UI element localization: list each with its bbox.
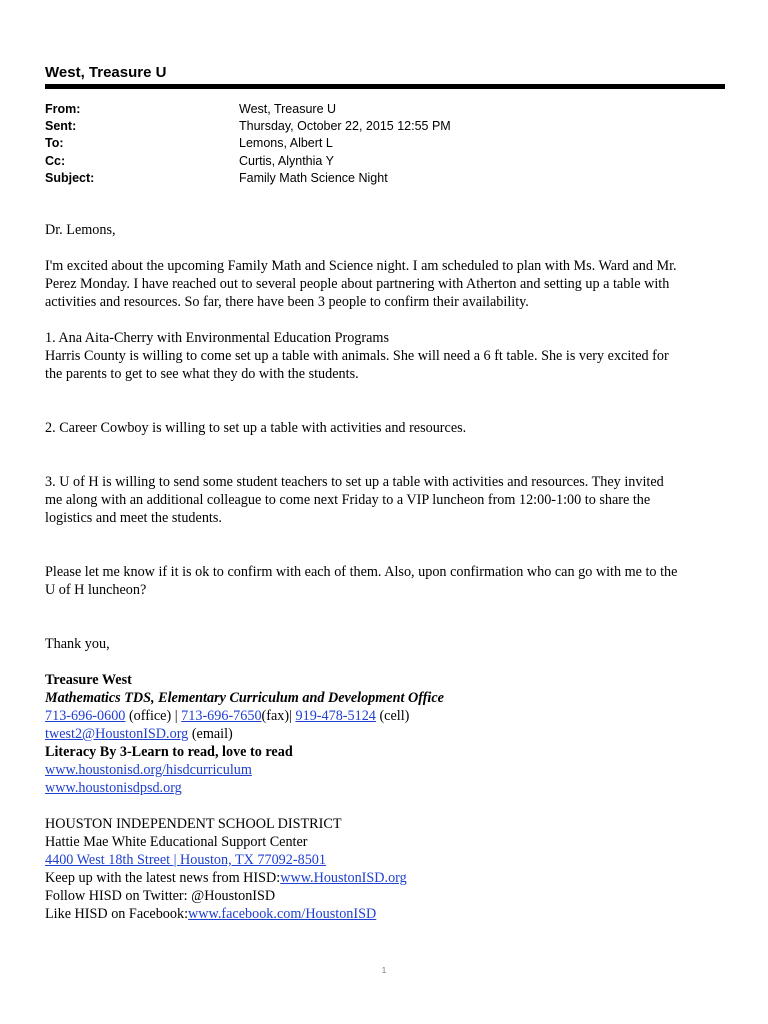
psd-link-row [45, 779, 725, 797]
page-number: 1 [381, 966, 387, 975]
closing-text: Thank you, [45, 636, 110, 652]
psd-link[interactable]: www.houstonisdpsd.org [45, 780, 182, 796]
address-link[interactable]: 4400 West 18th Street | Houston, TX 77092-8501 [45, 852, 326, 868]
request-line: U of H luncheon? [45, 582, 147, 598]
address-row [45, 851, 725, 869]
header-row-to [45, 135, 451, 152]
fax-phone-link[interactable]: 713-696-7650 [181, 708, 262, 724]
news-link[interactable]: www.HoustonISD.org [280, 870, 407, 886]
closing [45, 635, 725, 653]
intro-line: activities and resources. So far, there have been 3 people to confirm their availability. [45, 294, 529, 310]
item-1-paragraph [45, 329, 725, 383]
item-3-line: me along with an additional colleague to come next Friday to a VIP luncheon from 12:00-1:00 to share the [45, 492, 651, 508]
intro-line: I'm excited about the upcoming Family Math and Science night. I am scheduled to plan with Ms. Ward and Mr. [45, 258, 677, 274]
greeting-text: Dr. Lemons, [45, 222, 116, 238]
header-row-from [45, 101, 451, 118]
email-header [45, 101, 451, 187]
subject-label: Subject: [45, 170, 95, 185]
cc-label: Cc: [45, 153, 66, 168]
cc-value: Curtis, Alynthia Y [239, 153, 334, 168]
header-row-subject [45, 170, 451, 187]
cell-phone-suffix: (cell) [375, 708, 410, 724]
curriculum-link[interactable]: www.houstonisd.org/hisdcurriculum [45, 762, 252, 778]
signature-slogan: Literacy By 3-Learn to read, love to read [45, 744, 293, 760]
twitter-row: Follow HISD on Twitter: @HoustonISD [45, 888, 276, 904]
sent-label: Sent: [45, 119, 77, 134]
office-phone-suffix: (office) | [125, 708, 182, 724]
curriculum-link-row [45, 761, 725, 779]
facebook-prefix: Like HISD on Facebook: [45, 906, 189, 922]
from-label: From: [45, 102, 81, 116]
header-row-cc [45, 153, 451, 170]
signature-block [45, 671, 725, 923]
item-3-line: logistics and meet the students. [45, 510, 222, 526]
cell-phone-link[interactable]: 919-478-5124 [295, 708, 376, 724]
subject-value: Family Math Science Night [239, 170, 388, 185]
district-name: HOUSTON INDEPENDENT SCHOOL DISTRICT [45, 816, 342, 832]
email-link[interactable]: twest2@HoustonISD.org [45, 726, 189, 742]
greeting [45, 221, 725, 239]
item-2-line: 2. Career Cowboy is willing to set up a table with activities and resources. [45, 420, 467, 436]
news-row [45, 869, 725, 887]
item-3-paragraph [45, 473, 725, 527]
facebook-row [45, 905, 725, 923]
item-1-line: 1. Ana Aita-Cherry with Environmental Education Programs [45, 330, 389, 346]
facebook-link[interactable]: www.facebook.com/HoustonISD [188, 906, 377, 922]
item-3-line: 3. U of H is willing to send some student teachers to set up a table with activities and resources. They invited [45, 474, 664, 490]
request-line: Please let me know if it is ok to confirm with each of them. Also, upon confirmation who can go with me to the [45, 564, 678, 580]
to-label: To: [45, 136, 64, 151]
item-2-paragraph [45, 419, 725, 437]
signature-title: Mathematics TDS, Elementary Curriculum and Development Office [45, 690, 444, 706]
signature-email [45, 725, 725, 743]
news-prefix: Keep up with the latest news from HISD: [45, 870, 281, 886]
title-divider [45, 84, 725, 89]
signature-phones [45, 707, 725, 725]
support-center: Hattie Mae White Educational Support Center [45, 834, 308, 850]
header-row-sent [45, 118, 451, 135]
fax-phone-suffix: (fax)| [261, 708, 296, 724]
document-title: West, Treasure U [45, 64, 167, 81]
to-value: Lemons, Albert L [239, 136, 333, 151]
email-suffix: (email) [188, 726, 233, 742]
office-phone-link[interactable]: 713-696-0600 [45, 708, 126, 724]
intro-line: Perez Monday. I have reached out to several people about partnering with Atherton and setting up a table with [45, 276, 670, 292]
request-paragraph [45, 563, 725, 599]
signature-name: Treasure West [45, 672, 132, 688]
item-1-line: Harris County is willing to come set up a table with animals. She will need a 6 ft table. She is very excited for [45, 348, 669, 364]
email-body [45, 221, 725, 923]
sent-value: Thursday, October 22, 2015 12:55 PM [239, 119, 451, 134]
item-1-line: the parents to get to see what they do with the students. [45, 366, 359, 382]
from-value: West, Treasure U [239, 102, 337, 116]
intro-paragraph [45, 257, 725, 311]
